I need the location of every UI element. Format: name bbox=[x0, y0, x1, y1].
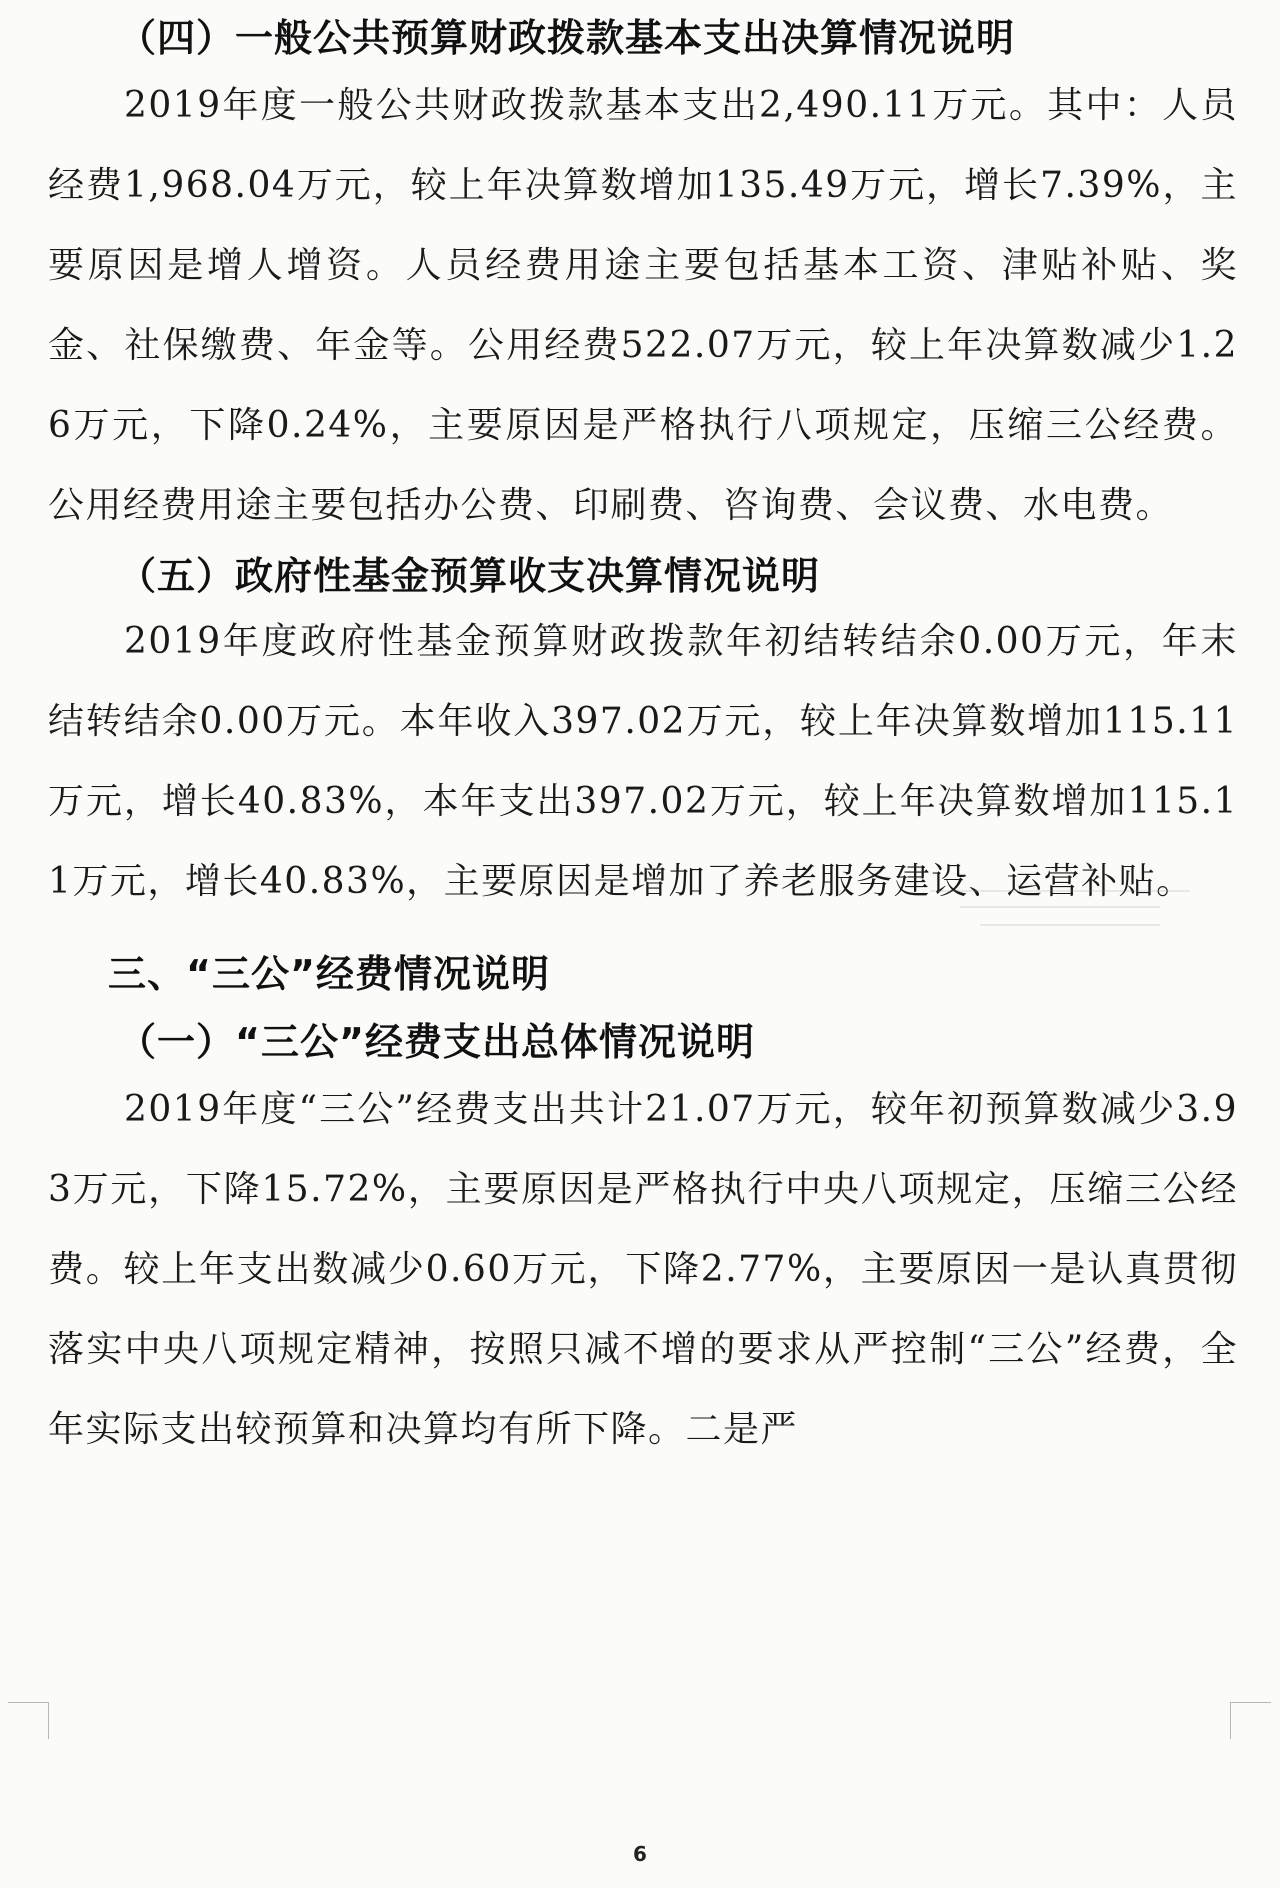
crop-mark-left bbox=[8, 1702, 49, 1739]
part-3-sub-1-heading: （一）“三公”经费支出总体情况说明 bbox=[118, 1020, 755, 1064]
section-4-heading: （四）一般公共预算财政拨款基本支出决算情况说明 bbox=[118, 16, 1016, 60]
section-4-body: 2019年度一般公共财政拨款基本支出2,490.11万元。其中：人员经费1,968.04万元，较上年决算数增加135.49万元，增长7.39%，主要原因是增人增资。人员经费用途主要包括基本工资、津贴补贴、奖金、社保缴费、年金等。公用经费522.07万元，较上年决算数减少1.26万元，下降0.24%，主要原因是严格执行八项规定，压缩三公经费。公用经费用途主要包括办公费、印刷费、咨询费、会议费、水电费。 bbox=[48, 85, 1238, 526]
section-5-heading: （五）政府性基金预算收支决算情况说明 bbox=[118, 554, 821, 598]
scan-artifact bbox=[960, 906, 1160, 908]
section-5-body: 2019年度政府性基金预算财政拨款年初结转结余0.00万元，年末结转结余0.00万元。本年收入397.02万元，较上年决算数增加115.11万元，增长40.83%，本年支出397.02万元，较上年决算数增加115.11万元，增长40.83%，主要原因是增加了养老服务建设、运营补贴。 bbox=[48, 621, 1238, 902]
part-3-heading: 三、“三公”经费情况说明 bbox=[108, 952, 550, 996]
scan-artifact bbox=[930, 890, 1190, 892]
page-number: 6 bbox=[633, 1842, 647, 1866]
part-3-sub-1-body: 2019年度“三公”经费支出共计21.07万元，较年初预算数减少3.93万元，下降15.72%，主要原因是严格执行中央八项规定，压缩三公经费。较上年支出数减少0.60万元，下降2.77%，主要原因一是认真贯彻落实中央八项规定精神，按照只减不增的要求从严控制“三公”经费，全年实际支出较预算和决算均有所下降。二是严 bbox=[48, 1089, 1238, 1450]
crop-mark-right bbox=[1230, 1702, 1271, 1739]
scan-artifact bbox=[980, 924, 1160, 926]
